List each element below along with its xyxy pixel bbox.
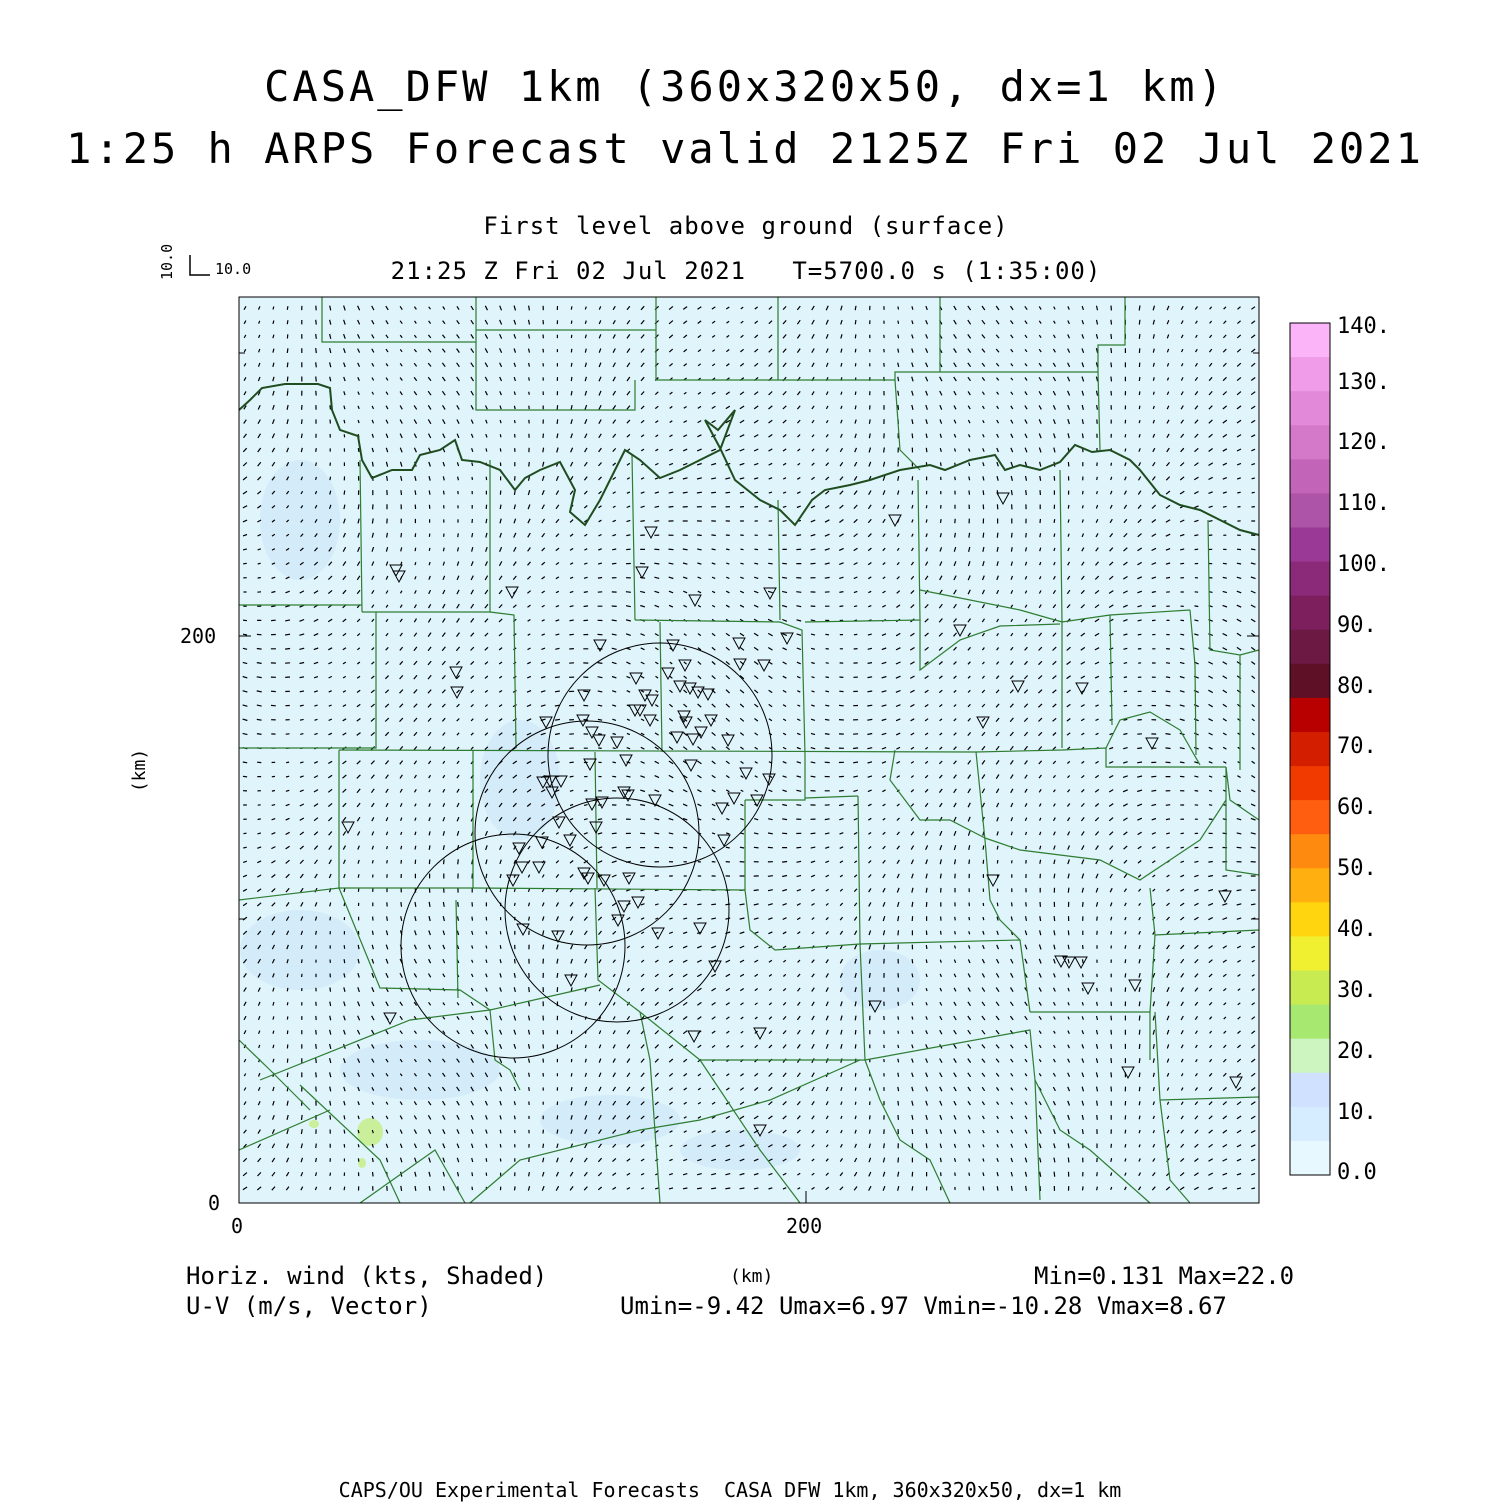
color-bar-swatch: [1290, 1141, 1330, 1176]
color-bar-label: 130.: [1337, 370, 1390, 395]
y-axis-label: (km): [129, 748, 151, 793]
valid-time-label: 21:25 Z Fri 02 Jul 2021 T=5700.0 s (1:35:00): [390, 257, 1102, 285]
color-bar-label: 140.: [1337, 314, 1390, 339]
color-bar-swatch: [1290, 527, 1330, 562]
color-bar-swatch: [1290, 834, 1330, 869]
color-bar-label: 20.: [1337, 1039, 1377, 1064]
vector-field-label: U-V (m/s, Vector): [186, 1292, 432, 1320]
color-bar-label: 110.: [1337, 491, 1390, 516]
color-bar-label: 40.: [1337, 917, 1377, 942]
color-bar-swatch: [1290, 1107, 1330, 1142]
color-bar-swatch: [1290, 357, 1330, 392]
color-bar: [1290, 323, 1330, 1176]
color-bar-swatch: [1290, 936, 1330, 971]
color-bar-swatch: [1290, 391, 1330, 426]
color-bar-swatch: [1290, 596, 1330, 631]
color-bar-label: 80.: [1337, 674, 1377, 699]
color-bar-swatch: [1290, 766, 1330, 801]
color-bar-swatch: [1290, 800, 1330, 835]
color-bar-swatch: [1290, 425, 1330, 460]
y-tick-0: 0: [208, 1191, 221, 1215]
color-bar-swatch: [1290, 902, 1330, 937]
reference-vector-x-label: 10.0: [215, 260, 252, 278]
x-tick-200: 200: [786, 1214, 823, 1238]
color-bar-swatch: [1290, 1005, 1330, 1040]
level-label: First level above ground (surface): [483, 212, 1009, 240]
color-bar-label: 0.0: [1337, 1160, 1377, 1185]
min-max-readout: Min=0.131 Max=22.0: [1034, 1262, 1295, 1290]
color-bar-swatch: [1290, 664, 1330, 699]
color-bar-swatch: [1290, 562, 1330, 597]
reference-vector-y-label: 10.0: [158, 243, 176, 280]
chart-title-forecast: 1:25 h ARPS Forecast valid 2125Z Fri 02 Jul 2021: [66, 124, 1424, 173]
color-bar-swatch: [1290, 868, 1330, 903]
color-bar-swatch: [1290, 971, 1330, 1006]
color-bar-label: 90.: [1337, 613, 1377, 638]
shaded-field-label: Horiz. wind (kts, Shaded): [186, 1262, 548, 1290]
credit-line: CAPS/OU Experimental Forecasts CASA DFW 1km, 360x320x50, dx=1 km: [338, 1478, 1122, 1502]
color-bar-label: 10.: [1337, 1100, 1377, 1125]
color-bar-swatch: [1290, 459, 1330, 494]
chart-title: CASA_DFW 1km (360x320x50, dx=1 km): [264, 62, 1226, 111]
color-bar-label: 70.: [1337, 734, 1377, 759]
color-bar-swatch: [1290, 698, 1330, 733]
color-bar-swatch: [1290, 630, 1330, 665]
y-tick-200: 200: [180, 624, 217, 648]
color-bar-label: 120.: [1337, 430, 1390, 455]
x-axis-label: (km): [730, 1266, 774, 1287]
uv-extremes-readout: Umin=-9.42 Umax=6.97 Vmin=-10.28 Vmax=8.67: [620, 1292, 1227, 1320]
color-bar-swatch: [1290, 1039, 1330, 1074]
color-bar-swatch: [1290, 323, 1330, 358]
color-bar-label: 30.: [1337, 978, 1377, 1003]
color-bar-label: 60.: [1337, 795, 1377, 820]
reference-vector-icon: [190, 255, 210, 275]
color-bar-label: 50.: [1337, 856, 1377, 881]
color-bar-swatch: [1290, 493, 1330, 528]
color-bar-swatch: [1290, 1073, 1330, 1108]
x-tick-0: 0: [231, 1214, 244, 1238]
color-bar-label: 100.: [1337, 552, 1390, 577]
color-bar-swatch: [1290, 732, 1330, 767]
